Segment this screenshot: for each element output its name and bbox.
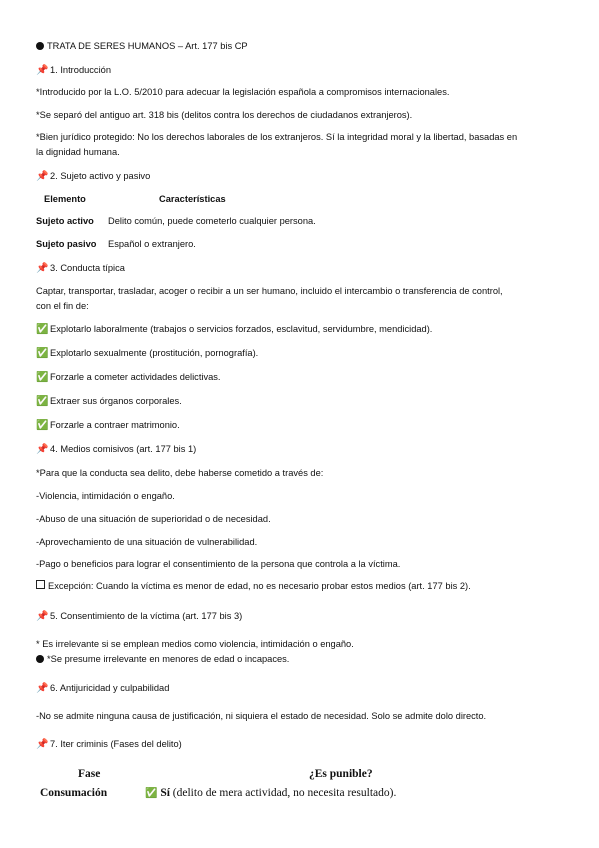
section-1-heading: 1. Introducción [50,65,111,75]
table-2-header-es-punible: ¿Es punible? [309,768,373,780]
list-item: -Pago o beneficios para lograr el consentimiento de la persona que controla a la víctima. [36,559,401,569]
section-2-heading: 2. Sujeto activo y pasivo [50,171,151,181]
check-mark-icon: ✅ [36,396,49,407]
list-item: ✅ Forzarle a contraer matrimonio. [36,420,180,431]
list-item: -Violencia, intimidación o engaño. [36,491,175,501]
section-1-paragraph-1: *Introducido por la L.O. 5/2010 para adecuar la legislación española a compromisos internacionales. [36,87,450,97]
pushpin-icon: 📌 [36,65,49,76]
section-4-intro: *Para que la conducta sea delito, debe haberse cometido a través de: [36,468,324,478]
section-5-paragraph-2-line [36,653,289,665]
section-6-heading-line [36,682,169,695]
check-mark-icon: ✅ [36,324,49,335]
section-5-paragraph-1: * Es irrelevante si se emplean medios como violencia, intimidación o engaño. [36,639,354,649]
table-2-row-1-key: Consumación [40,787,108,799]
pushpin-icon: 📌 [36,683,49,694]
section-1-paragraph-3a: *Bien jurídico protegido: No los derechos laborales de los extranjeros. Sí la integridad moral y la libertad, basadas en [36,132,518,142]
black-circle-icon [36,42,44,50]
black-circle-icon [36,655,44,663]
list-item: -Aprovechamiento de una situación de vulnerabilidad. [36,537,258,547]
check-mark-icon: ✅ [145,788,158,799]
pushpin-icon: 📌 [36,611,49,622]
table-1-row-2-value: Español o extranjero. [108,239,196,249]
pushpin-icon: 📌 [36,444,49,455]
section-4-heading: 4. Medios comisivos (art. 177 bis 1) [50,444,197,454]
document-title: TRATA DE SERES HUMANOS – Art. 177 bis CP [47,41,248,51]
table-1-row-1-key: Sujeto activo [36,216,94,226]
list-item: -Abuso de una situación de superioridad o de necesidad. [36,514,271,524]
list-item: ✅ Explotarlo sexualmente (prostitución, pornografía). [36,348,259,359]
boxed-icon [36,580,45,589]
check-mark-icon: ✅ [36,420,49,431]
section-7-heading-line [36,738,182,751]
document-title-line [36,40,248,52]
table-1-row-1-value: Delito común, puede cometerlo cualquier persona. [108,216,316,226]
table-1-header-caracteristicas: Características [159,194,226,204]
pushpin-icon: 📌 [36,739,49,750]
list-item: ✅ Extraer sus órganos corporales. [36,396,182,407]
pushpin-icon: 📌 [36,171,49,182]
list-item: ✅ Forzarle a cometer actividades delictivas. [36,372,221,383]
pushpin-icon: 📌 [36,263,49,274]
section-1-paragraph-2: *Se separó del antiguo art. 318 bis (delitos contra los derechos de ciudadanos extranjeros). [36,110,413,120]
check-mark-icon: ✅ [36,348,49,359]
section-4-exception: Excepción: Cuando la víctima es menor de edad, no es necesario probar estos medios (art. 177 bis 2). [36,580,471,592]
table-2-row-1-value-bold: Sí [160,787,170,799]
table-2-row-1-value [145,786,396,801]
list-item: ✅ Explotarlo laboralmente (trabajos o servicios forzados, esclavitud, servidumbre, mendicidad). [36,324,433,335]
check-mark-icon: ✅ [36,372,49,383]
table-2-header-fase: Fase [78,768,101,780]
section-3-intro-a: Captar, transportar, trasladar, acoger o recibir a un ser humano, incluido el intercambio o transferencia de control, [36,286,503,296]
section-3-heading-line [36,262,125,275]
section-1-heading-line [36,64,111,77]
section-6-paragraph-1: -No se admite ninguna causa de justificación, ni siquiera el estado de necesidad. Solo se admite dolo directo. [36,711,487,721]
section-1-paragraph-3b: la dignidad humana. [36,147,120,157]
section-3-intro-b: con el fin de: [36,301,89,311]
table-1-row-2-key: Sujeto pasivo [36,239,97,249]
section-5-heading-line [36,610,242,623]
section-5-paragraph-2: *Se presume irrelevante en menores de edad o incapaces. [47,654,290,664]
table-1-header-elemento: Elemento [44,194,86,204]
section-6-heading: 6. Antijuricidad y culpabilidad [50,683,170,693]
section-7-heading: 7. Iter criminis (Fases del delito) [50,739,182,749]
table-2-row-1-value-rest: (delito de mera actividad, no necesita resultado). [169,787,397,799]
section-4-heading-line [36,443,196,456]
section-2-heading-line [36,170,150,183]
section-5-heading: 5. Consentimiento de la víctima (art. 177 bis 3) [50,611,243,621]
section-3-heading: 3. Conducta típica [50,263,125,273]
